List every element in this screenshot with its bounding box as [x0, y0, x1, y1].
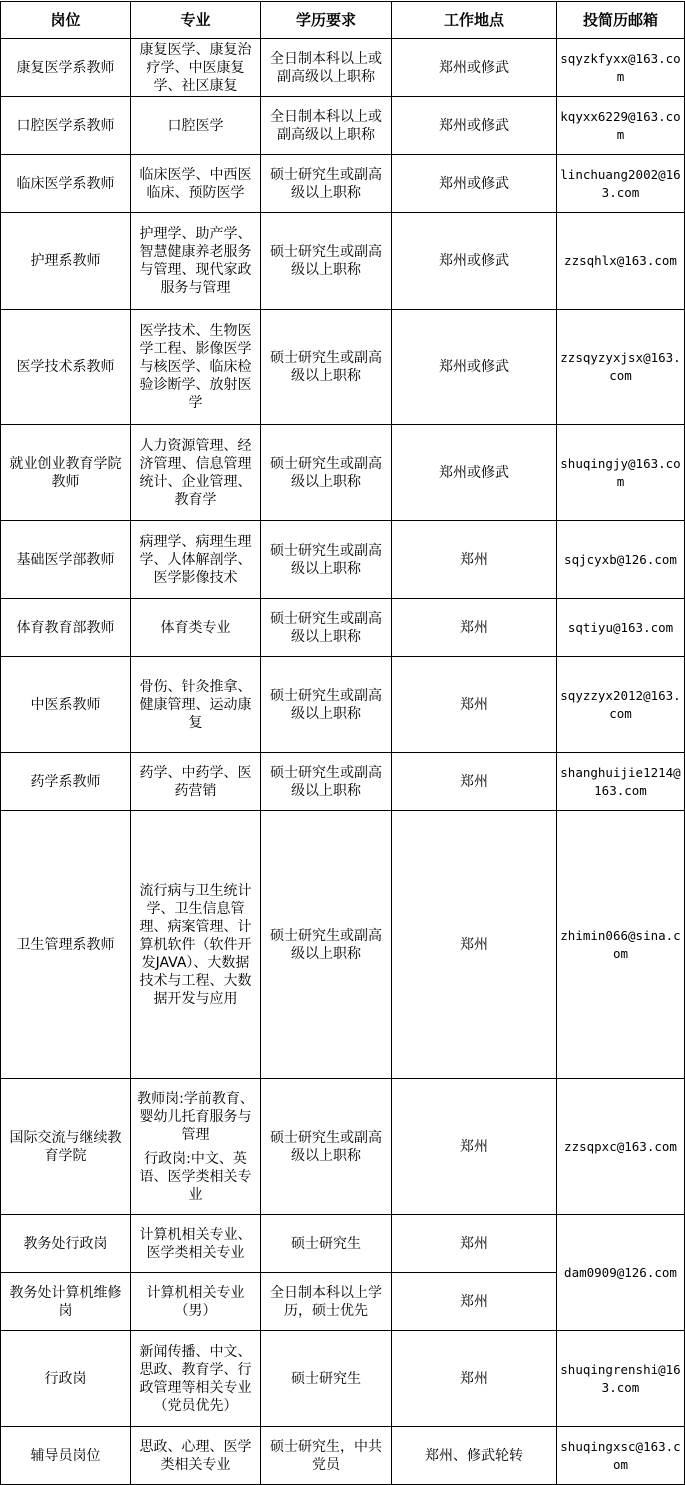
location-cell: 郑州或修武 [392, 97, 557, 155]
table-row [1, 1427, 685, 1485]
position-cell: 行政岗 [1, 1331, 131, 1427]
position-cell: 辅导员岗位 [1, 1427, 131, 1485]
email-cell[interactable]: shuqingxsc@163.com [557, 1427, 685, 1485]
email-cell[interactable]: zhimin066@sina.com [557, 811, 685, 1079]
table-row [1, 521, 685, 599]
position-cell: 口腔医学系教师 [1, 97, 131, 155]
table-row [1, 213, 685, 310]
position-cell: 中医系教师 [1, 657, 131, 753]
email-cell[interactable]: shanghuijie1214@163.com [557, 753, 685, 811]
email-cell[interactable]: sqjcyxb@126.com [557, 521, 685, 599]
education-cell: 硕士研究生 [261, 1215, 392, 1273]
header-location: 工作地点 [392, 2, 557, 39]
table-row [1, 39, 685, 97]
position-cell: 国际交流与继续教育学院 [1, 1079, 131, 1215]
education-cell: 硕士研究生或副高级以上职称 [261, 425, 392, 521]
position-cell: 教务处行政岗 [1, 1215, 131, 1273]
table-row [1, 1215, 685, 1273]
table-row [1, 425, 685, 521]
major-cell: 护理学、助产学、智慧健康养老服务与管理、现代家政服务与管理 [131, 213, 261, 310]
location-cell: 郑州 [392, 1273, 557, 1331]
location-cell: 郑州、修武轮转 [392, 1427, 557, 1485]
major-teacher-track: 教师岗:学前教育、婴幼儿托育服务与管理 [137, 1090, 254, 1143]
email-cell[interactable]: kqyxx6229@163.com [557, 97, 685, 155]
major-cell: 药学、中药学、医药营销 [131, 753, 261, 811]
education-cell: 硕士研究生，中共党员 [261, 1427, 392, 1485]
major-cell: 人力资源管理、经济管理、信息管理统计、企业管理、教育学 [131, 425, 261, 521]
email-cell[interactable]: zzsqhlx@163.com [557, 213, 685, 310]
major-cell: 康复医学、康复治疗学、中医康复学、社区康复 [131, 39, 261, 97]
email-cell[interactable]: zzsqpxc@163.com [557, 1079, 685, 1215]
header-education: 学历要求 [261, 2, 392, 39]
education-cell: 硕士研究生或副高级以上职称 [261, 521, 392, 599]
email-cell[interactable]: sqyzzyx2012@163.com [557, 657, 685, 753]
major-cell: 流行病与卫生统计学、卫生信息管理、病案管理、计算机软件（软件开发JAVA）、大数据技术与工程、大数据开发与应用 [131, 811, 261, 1079]
email-cell[interactable]: zzsqyzyxjsx@163.com [557, 310, 685, 425]
education-cell: 硕士研究生或副高级以上职称 [261, 1079, 392, 1215]
position-cell: 卫生管理系教师 [1, 811, 131, 1079]
education-cell: 全日制本科以上学历，硕士优先 [261, 1273, 392, 1331]
major-cell [131, 1079, 261, 1215]
education-cell: 硕士研究生或副高级以上职称 [261, 753, 392, 811]
position-cell: 临床医学系教师 [1, 155, 131, 213]
location-cell: 郑州 [392, 599, 557, 657]
table-row [1, 599, 685, 657]
education-cell: 硕士研究生或副高级以上职称 [261, 155, 392, 213]
table-row [1, 1331, 685, 1427]
shared-email-cell[interactable]: dam0909@126.com [557, 1215, 685, 1331]
location-cell: 郑州 [392, 1331, 557, 1427]
location-cell: 郑州 [392, 657, 557, 753]
education-cell: 全日制本科以上或副高级以上职称 [261, 97, 392, 155]
location-cell: 郑州或修武 [392, 155, 557, 213]
position-cell: 医学技术系教师 [1, 310, 131, 425]
location-cell: 郑州或修武 [392, 310, 557, 425]
major-cell: 体育类专业 [131, 599, 261, 657]
position-cell: 药学系教师 [1, 753, 131, 811]
major-cell: 思政、心理、医学类相关专业 [131, 1427, 261, 1485]
header-email: 投简历邮箱 [557, 2, 685, 39]
education-cell: 硕士研究生或副高级以上职称 [261, 657, 392, 753]
email-cell[interactable]: linchuang2002@163.com [557, 155, 685, 213]
email-cell[interactable]: sqtiyu@163.com [557, 599, 685, 657]
major-cell: 临床医学、中西医临床、预防医学 [131, 155, 261, 213]
position-cell: 基础医学部教师 [1, 521, 131, 599]
location-cell: 郑州 [392, 753, 557, 811]
major-cell: 新闻传播、中文、思政、教育学、行政管理等相关专业（党员优先） [131, 1331, 261, 1427]
location-cell: 郑州或修武 [392, 425, 557, 521]
position-cell: 就业创业教育学院教师 [1, 425, 131, 521]
recruitment-table [0, 1, 685, 1485]
major-cell: 医学技术、生物医学工程、影像医学与核医学、临床检验诊断学、放射医学 [131, 310, 261, 425]
major-cell: 口腔医学 [131, 97, 261, 155]
education-cell: 硕士研究生或副高级以上职称 [261, 213, 392, 310]
major-cell: 计算机相关专业、医学类相关专业 [131, 1215, 261, 1273]
table-row [1, 753, 685, 811]
location-cell: 郑州 [392, 521, 557, 599]
table-row [1, 97, 685, 155]
major-cell: 骨伤、针灸推拿、健康管理、运动康复 [131, 657, 261, 753]
table-row [1, 155, 685, 213]
education-cell: 硕士研究生或副高级以上职称 [261, 310, 392, 425]
major-cell: 病理学、病理生理学、人体解剖学、医学影像技术 [131, 521, 261, 599]
table-row [1, 811, 685, 1079]
location-cell: 郑州 [392, 811, 557, 1079]
table-row [1, 1079, 685, 1215]
email-cell[interactable]: shuqingrenshi@163.com [557, 1331, 685, 1427]
location-cell: 郑州或修武 [392, 213, 557, 310]
position-cell: 康复医学系教师 [1, 39, 131, 97]
position-cell: 教务处计算机维修岗 [1, 1273, 131, 1331]
table-row [1, 657, 685, 753]
position-cell: 护理系教师 [1, 213, 131, 310]
position-cell: 体育教育部教师 [1, 599, 131, 657]
education-cell: 硕士研究生或副高级以上职称 [261, 599, 392, 657]
email-cell[interactable]: sqyzkfyxx@163.com [557, 39, 685, 97]
education-cell: 硕士研究生 [261, 1331, 392, 1427]
location-cell: 郑州或修武 [392, 39, 557, 97]
major-admin-track: 行政岗:中文、英语、医学类相关专业 [139, 1150, 252, 1203]
header-position: 岗位 [1, 2, 131, 39]
header-major: 专业 [131, 2, 261, 39]
email-cell[interactable]: shuqingjy@163.com [557, 425, 685, 521]
education-cell: 硕士研究生或副高级以上职称 [261, 811, 392, 1079]
education-cell: 全日制本科以上或副高级以上职称 [261, 39, 392, 97]
table-row [1, 310, 685, 425]
header-row [1, 2, 685, 39]
major-cell: 计算机相关专业（男） [131, 1273, 261, 1331]
location-cell: 郑州 [392, 1215, 557, 1273]
location-cell: 郑州 [392, 1079, 557, 1215]
